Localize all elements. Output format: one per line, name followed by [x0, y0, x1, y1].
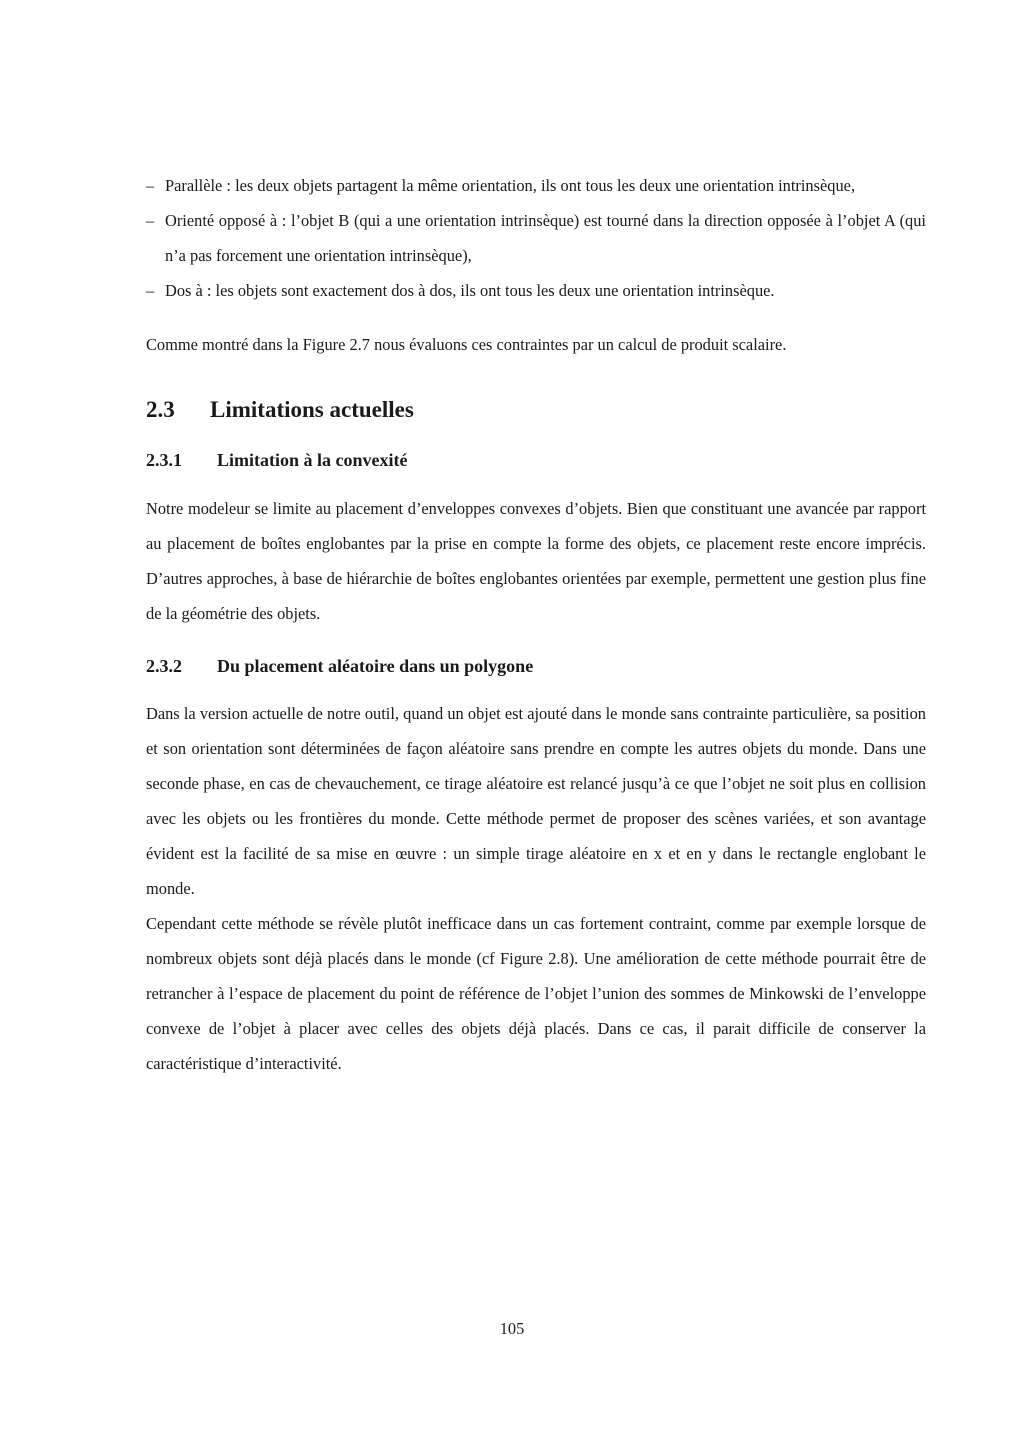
list-item: – Parallèle : les deux objets partagent la même orientation, ils ont tous les deux une orientation intrinsèque, — [146, 168, 926, 203]
constraint-list — [146, 168, 926, 308]
list-item: – Orienté opposé à : l’objet B (qui a une orientation intrinsèque) est tourné dans la direction opposée à l’objet A (qui n’a pas forcement une orientation intrinsèque), — [146, 203, 926, 273]
intro-paragraph: Comme montré dans la Figure 2.7 nous évaluons ces contraintes par un calcul de produit scalaire. — [146, 335, 787, 354]
subsection-number: 2.3.1 — [146, 450, 182, 470]
paragraph: Notre modeleur se limite au placement d’enveloppes convexes d’objets. Bien que constituant une avancée par rapport au placement de boîtes englobantes par la prise en compte la forme des objets, ce placement reste encore imprécis. D’autres approches, à base de hiérarchie de boîtes englobantes orientées par exemple, permettent une gestion plus fine de la géométrie des objets. — [146, 499, 926, 623]
page-number: 105 — [499, 1319, 525, 1338]
section-heading — [146, 393, 926, 427]
subsection-heading — [146, 652, 926, 680]
paragraph: Cependant cette méthode se révèle plutôt inefficace dans un cas fortement contraint, comme par exemple lorsque de nombreux objets sont déjà placés dans le monde (cf Figure 2.8). Une amélioration de cette méthode pourrait être de retrancher à l’espace de placement du point de référence de l’objet l’union des sommes de Minkowski de l’enveloppe convexe de l’objet à placer avec celles des objets déjà placés. Dans ce cas, il parait difficile de conserver la caractéristique d’interactivité. — [146, 914, 926, 1073]
section-title: Limitations actuelles — [210, 397, 414, 422]
subsection-title: Du placement aléatoire dans un polygone — [217, 656, 534, 676]
list-item: – Dos à : les objets sont exactement dos à dos, ils ont tous les deux une orientation intrinsèque. — [146, 273, 926, 308]
subsection-title: Limitation à la convexité — [217, 450, 408, 470]
section-number: 2.3 — [146, 397, 175, 422]
subsection-number: 2.3.2 — [146, 656, 182, 676]
subsection-heading — [146, 446, 926, 474]
page-content — [146, 168, 926, 1081]
paragraph: Dans la version actuelle de notre outil, quand un objet est ajouté dans le monde sans contrainte particulière, sa position et son orientation sont déterminées de façon aléatoire sans prendre en compte les autres objets du monde. Dans une seconde phase, en cas de chevauchement, ce tirage aléatoire est relancé jusqu’à ce que l’objet ne soit plus en collision avec les objets ou les frontières du monde. Cette méthode permet de proposer des scènes variées, et son avantage évident est la facilité de sa mise en œuvre : un simple tirage aléatoire en x et en y dans le rectangle englobant le monde. — [146, 704, 926, 898]
